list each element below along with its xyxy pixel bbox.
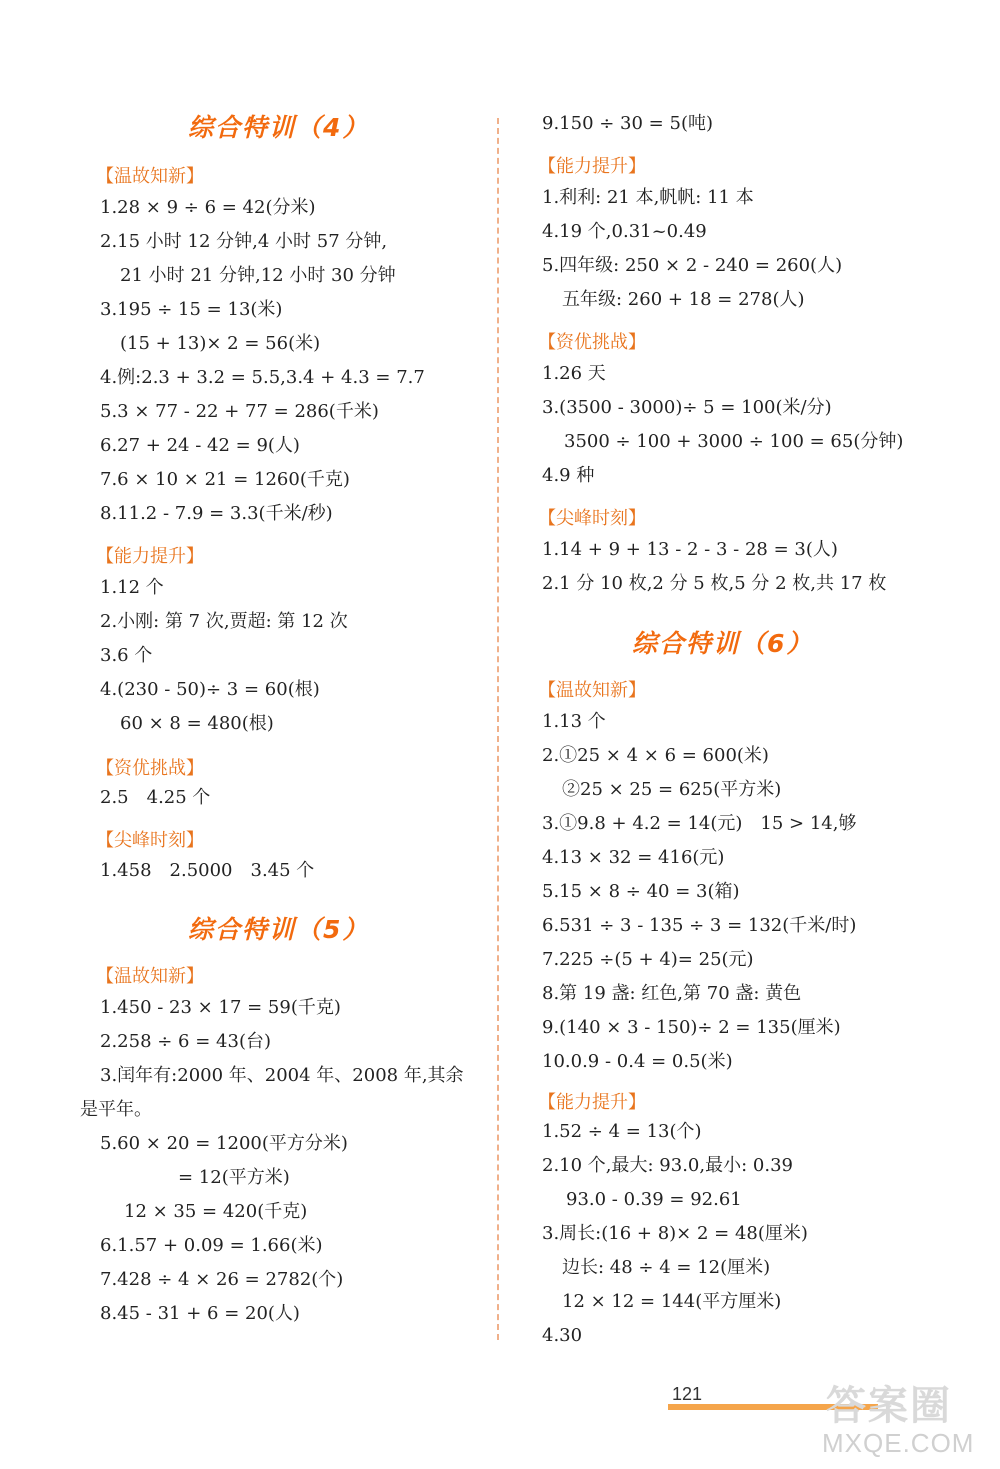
watermark-site: MXQE.COM <box>822 1428 975 1458</box>
section-title-4: 综合特训（4） <box>188 113 370 142</box>
answer-line: 3.①9.8 + 4.2 = 14(元) 15 > 14,够 <box>542 813 857 834</box>
answer-line: 10.0.9 - 0.4 = 0.5(米) <box>542 1051 733 1072</box>
answer-line: 是平年。 <box>80 1099 152 1120</box>
answer-line: 1.12 个 <box>100 577 164 598</box>
answer-line: 2.258 ÷ 6 = 43(台) <box>100 1031 271 1052</box>
answer-line: 8.11.2 - 7.9 = 3.3(千米/秒) <box>100 503 333 524</box>
answer-line: 4.30 <box>542 1325 583 1346</box>
answer-line: 3.闰年有:2000 年、2004 年、2008 年,其余 <box>100 1065 464 1086</box>
answer-line: 8.第 19 盏: 红色,第 70 盏: 黄色 <box>542 983 802 1004</box>
watermark-logo: 答案圈 <box>826 1383 952 1429</box>
answer-line: 2.1 分 10 枚,2 分 5 枚,5 分 2 枚,共 17 枚 <box>542 573 887 594</box>
answer-line: 6.531 ÷ 3 - 135 ÷ 3 = 132(千米/时) <box>542 915 857 936</box>
answer-line: 2.15 小时 12 分钟,4 小时 57 分钟, <box>100 231 388 252</box>
answer-line: 2.10 个,最大: 93.0,最小: 0.39 <box>542 1155 793 1176</box>
tag-jianfeng-4: 【尖峰时刻】 <box>96 830 204 851</box>
answer-line: 60 × 8 = 480(根) <box>120 713 274 734</box>
answer-line: 3.195 ÷ 15 = 13(米) <box>100 299 283 320</box>
answer-line: 1.52 ÷ 4 = 13(个) <box>542 1121 702 1142</box>
answer-line: = 12(平方米) <box>178 1167 290 1188</box>
answer-line: (15 + 13)× 2 = 56(米) <box>120 333 321 354</box>
tag-nengli-5: 【能力提升】 <box>538 156 646 177</box>
tag-ziyou-4: 【资优挑战】 <box>96 758 204 779</box>
answer-line: 8.45 - 31 + 6 = 20(人) <box>100 1303 300 1324</box>
answer-line: 五年级: 260 + 18 = 278(人) <box>562 289 805 310</box>
answer-line: 3.周长:(16 + 8)× 2 = 48(厘米) <box>542 1223 808 1244</box>
answer-line: 9.150 ÷ 30 = 5(吨) <box>542 113 713 134</box>
answer-line: 1.14 + 9 + 13 - 2 - 3 - 28 = 3(人) <box>542 539 838 560</box>
answer-line: 3.6 个 <box>100 645 153 666</box>
answer-line: ②25 × 25 = 625(平方米) <box>562 779 782 800</box>
answer-line: 5.3 × 77 - 22 + 77 = 286(千米) <box>100 401 379 422</box>
answer-line: 7.225 ÷(5 + 4)= 25(元) <box>542 949 754 970</box>
answer-line: 6.1.57 + 0.09 = 1.66(米) <box>100 1235 323 1256</box>
answer-line: 4.9 种 <box>542 465 595 486</box>
tag-nengli-4: 【能力提升】 <box>96 546 204 567</box>
page-number: 121 <box>672 1384 703 1404</box>
answer-line: 1.458 2.5000 3.45 个 <box>100 860 315 881</box>
tag-wengu-6: 【温故知新】 <box>538 680 646 701</box>
tag-wengu-4: 【温故知新】 <box>96 166 204 187</box>
answer-line: 2.5 4.25 个 <box>100 787 211 808</box>
answer-line: 5.四年级: 250 × 2 - 240 = 260(人) <box>542 255 843 276</box>
answer-line: 1.28 × 9 ÷ 6 = 42(分米) <box>100 197 316 218</box>
tag-jianfeng-5: 【尖峰时刻】 <box>538 508 646 529</box>
answer-line: 9.(140 × 3 - 150)÷ 2 = 135(厘米) <box>542 1017 841 1038</box>
answer-line: 4.例:2.3 + 3.2 = 5.5,3.4 + 4.3 = 7.7 <box>100 367 425 388</box>
answer-line: 7.428 ÷ 4 × 26 = 2782(个) <box>100 1269 344 1290</box>
tag-wengu-5: 【温故知新】 <box>96 966 204 987</box>
answer-line: 1.26 天 <box>542 363 606 384</box>
answer-line: 12 × 35 = 420(千克) <box>124 1201 308 1222</box>
answer-line: 3500 ÷ 100 + 3000 ÷ 100 = 65(分钟) <box>564 431 904 452</box>
answer-line: 4.(230 - 50)÷ 3 = 60(根) <box>100 679 320 700</box>
answer-line: 2.小刚: 第 7 次,贾超: 第 12 次 <box>100 611 348 632</box>
answer-line: 2.①25 × 4 × 6 = 600(米) <box>542 745 769 766</box>
answer-line: 5.60 × 20 = 1200(平方分米) <box>100 1133 348 1154</box>
section-title-6: 综合特训（6） <box>632 629 814 658</box>
answer-line: 4.19 个,0.31~0.49 <box>542 221 707 242</box>
answer-line: 5.15 × 8 ÷ 40 = 3(箱) <box>542 881 740 902</box>
answer-line: 12 × 12 = 144(平方厘米) <box>562 1291 782 1312</box>
answer-line: 边长: 48 ÷ 4 = 12(厘米) <box>562 1257 771 1278</box>
column-divider <box>497 118 499 1340</box>
answer-line: 93.0 - 0.39 = 92.61 <box>566 1189 742 1210</box>
answer-line: 3.(3500 - 3000)÷ 5 = 100(米/分) <box>542 397 832 418</box>
section-title-5: 综合特训（5） <box>188 915 370 944</box>
answer-line: 6.27 + 24 - 42 = 9(人) <box>100 435 300 456</box>
tag-ziyou-5: 【资优挑战】 <box>538 332 646 353</box>
tag-nengli-6: 【能力提升】 <box>538 1092 646 1113</box>
answer-line: 1.450 - 23 × 17 = 59(千克) <box>100 997 341 1018</box>
answer-line: 7.6 × 10 × 21 = 1260(千克) <box>100 469 350 490</box>
answer-line: 21 小时 21 分钟,12 小时 30 分钟 <box>120 265 396 286</box>
answer-line: 1.13 个 <box>542 711 606 732</box>
answer-line: 1.利利: 21 本,帆帆: 11 本 <box>542 187 754 208</box>
answer-line: 4.13 × 32 = 416(元) <box>542 847 725 868</box>
